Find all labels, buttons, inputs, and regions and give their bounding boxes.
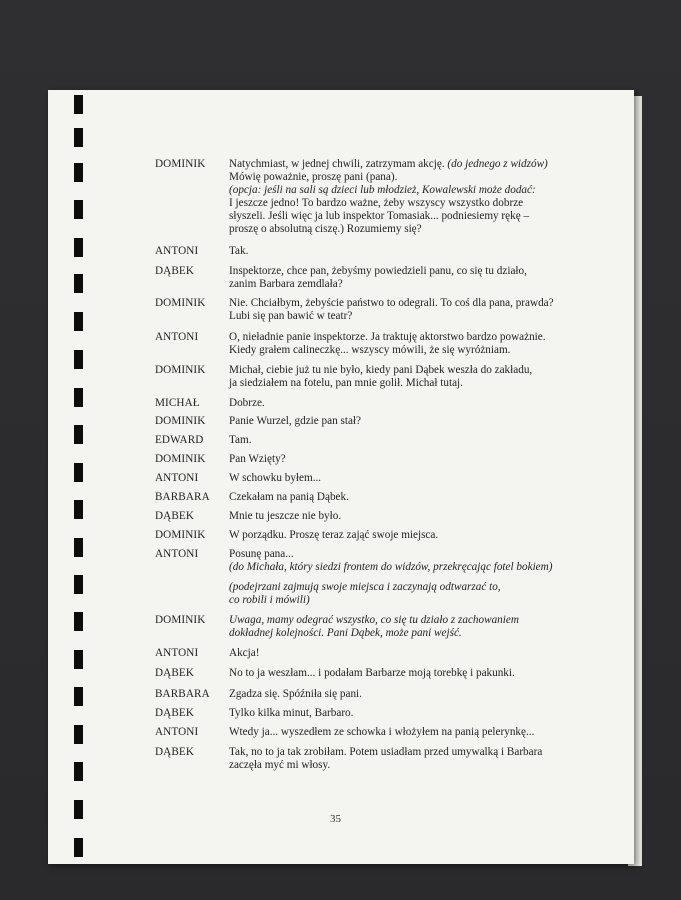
speaker-name: ANTONI — [155, 647, 199, 659]
speaker-name: ANTONI — [155, 548, 199, 560]
speaker-name: MICHAŁ — [155, 397, 200, 409]
dialogue-line — [229, 278, 343, 291]
dialogue-text: Wtedy ja... wyszedłem ze schowka i włożyłem na panią pelerynkę... — [229, 726, 535, 738]
stage-direction: (podejrzani zajmują swoje miejsca i zaczynają odtwarzać to, — [229, 581, 501, 593]
dialogue-text: Lubi się pan bawić w teatr? — [229, 310, 353, 322]
speaker-name: DĄBEK — [155, 746, 195, 758]
speaker-name: ANTONI — [155, 245, 199, 257]
speaker-name: DOMINIK — [155, 614, 206, 626]
dialogue-text: W schowku byłem... — [229, 472, 322, 484]
stage-direction: (do jednego z widzów) — [444, 158, 548, 170]
dialogue-text: W porządku. Proszę teraz zająć swoje miejsca. — [229, 529, 439, 541]
dialogue-line — [229, 245, 248, 258]
speaker-name: DĄBEK — [155, 510, 195, 522]
dialogue-text: Mnie tu jeszcze nie było. — [229, 510, 342, 522]
dialogue-text: ja siedziałem na fotelu, pan mnie golił. Michał tutaj. — [229, 377, 463, 389]
speaker-name: DĄBEK — [155, 265, 195, 277]
dialogue-text: Nie. Chciałbym, żebyście państwo to odegrali. To coś dla pana, prawda? — [229, 297, 554, 309]
dialogue-line — [229, 210, 529, 223]
dialogue-text: Michał, ciebie już tu nie było, kiedy pani Dąbek weszła do zakładu, — [229, 364, 533, 376]
stage-direction: dokładnej kolejności. Pani Dąbek, może pani wejść. — [229, 627, 462, 639]
speaker-name: DĄBEK — [155, 667, 195, 679]
dialogue-text: Natychmiast, w jednej chwili, zatrzymam akcję. — [229, 158, 445, 170]
speaker-name: DOMINIK — [155, 297, 206, 309]
dialogue-text: słyszeli. Jeśli więc ja lub inspektor Tomasiak... podniesiemy rękę – — [229, 210, 530, 222]
speaker-name: EDWARD — [155, 434, 204, 446]
speaker-name: DOMINIK — [155, 415, 206, 427]
dialogue-line — [229, 627, 462, 640]
dialogue-text: O, nieładnie panie inspektorze. Ja traktuję aktorstwo bardzo poważnie. — [229, 331, 546, 343]
stage-direction: (do Michała, który siedzi frontem do widzów, przekręcając fotel bokiem) — [229, 561, 553, 573]
speaker-name: DOMINIK — [155, 529, 206, 541]
dialogue-line — [229, 647, 259, 660]
dialogue-text: Akcja! — [229, 647, 260, 659]
dialogue-line — [229, 377, 463, 390]
dialogue-text: Mówię poważnie, proszę pani (pana). — [229, 171, 398, 183]
dialogue-line — [229, 594, 310, 607]
dialogue-text: zanim Barbara zemdlała? — [229, 278, 343, 290]
dialogue-line — [229, 297, 554, 310]
speaker-name: BARBARA — [155, 688, 210, 700]
speaker-name: DOMINIK — [155, 453, 206, 465]
dialogue-line — [229, 434, 252, 447]
dialogue-line — [229, 667, 515, 680]
dialogue-line — [229, 415, 361, 428]
dialogue-line — [229, 746, 542, 759]
dialogue-line — [229, 561, 552, 574]
dialogue-text: Dobrze. — [229, 397, 265, 409]
dialogue-text: Tylko kilka minut, Barbaro. — [229, 707, 354, 719]
dialogue-text: Inspektorze, chce pan, żebyśmy powiedzieli panu, co się tu działo, — [229, 265, 527, 277]
dialogue-line — [229, 184, 536, 197]
dialogue-line — [229, 344, 510, 357]
dialogue-line — [229, 581, 501, 594]
dialogue-line — [229, 726, 534, 739]
dialogue-text: Pan Wzięty? — [229, 453, 286, 465]
dialogue-text: I jeszcze jedno! To bardzo ważne, żeby wszyscy wszystko dobrze — [229, 197, 524, 209]
dialogue-line — [229, 171, 397, 184]
dialogue-line — [229, 707, 353, 720]
speaker-name: BARBARA — [155, 491, 210, 503]
dialogue-line — [229, 158, 548, 171]
dialogue-line — [229, 197, 523, 210]
speaker-name: DOMINIK — [155, 364, 206, 376]
dialogue-text: Panie Wurzel, gdzie pan stał? — [229, 415, 361, 427]
dialogue-line — [229, 265, 527, 278]
dialogue-text: Kiedy grałem calineczkę... wszyscy mówili, że się wyróżniam. — [229, 344, 511, 356]
speaker-name: ANTONI — [155, 726, 199, 738]
dialogue-text: Czekałam na panią Dąbek. — [229, 491, 349, 503]
dialogue-text: Zgadza się. Spóźniła się pani. — [229, 688, 362, 700]
dialogue-line — [229, 310, 352, 323]
dialogue-line — [229, 548, 294, 561]
speaker-name: ANTONI — [155, 331, 199, 343]
dialogue-line — [229, 331, 546, 344]
dialogue-line — [229, 453, 286, 466]
stage-direction: (opcja: jeśli na sali są dzieci lub młodzież, Kowalewski może dodać: — [229, 184, 536, 196]
dialogue-line — [229, 529, 438, 542]
dialogue-line — [229, 397, 265, 410]
dialogue-text: Posunę pana... — [229, 548, 294, 560]
dialogue-line — [229, 364, 532, 377]
dialogue-line — [229, 491, 349, 504]
stage-direction: co robili i mówili) — [229, 594, 310, 606]
stage-direction: Uwaga, mamy odegrać wszystko, co się tu działo z zachowaniem — [229, 614, 519, 626]
page-number: 35 — [330, 813, 341, 825]
dialogue-line — [229, 759, 330, 772]
dialogue-text: Tam. — [229, 434, 252, 446]
speaker-name: ANTONI — [155, 472, 199, 484]
dialogue-line — [229, 614, 519, 627]
dialogue-text: Tak, no to ja tak zrobiłam. Potem usiadłam przed umywalką i Barbara — [229, 746, 543, 758]
dialogue-text: Tak. — [229, 245, 249, 257]
dialogue-text: zaczęła myć mi włosy. — [229, 759, 331, 771]
dialogue-line — [229, 510, 341, 523]
dialogue-line — [229, 223, 422, 236]
dialogue-text: proszę o absolutną ciszę.) Rozumiemy się? — [229, 223, 422, 235]
dialogue-line — [229, 688, 362, 701]
dialogue-line — [229, 472, 321, 485]
speaker-name: DĄBEK — [155, 707, 195, 719]
speaker-name: DOMINIK — [155, 158, 206, 170]
dialogue-text: No to ja weszłam... i podałam Barbarze moją torebkę i pakunki. — [229, 667, 515, 679]
